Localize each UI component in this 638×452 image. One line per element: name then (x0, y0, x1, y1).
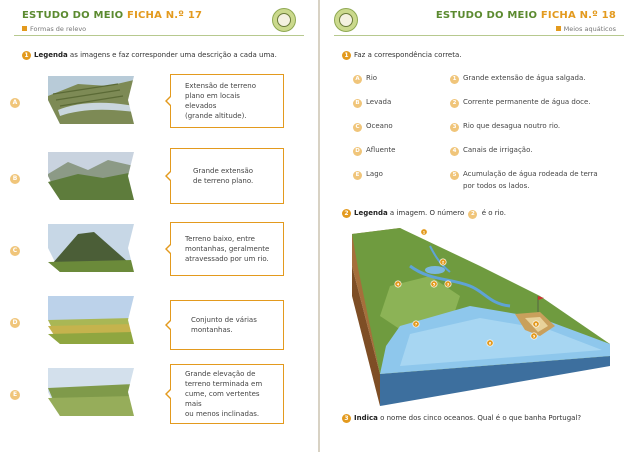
image-letter-e: E (10, 390, 20, 400)
right-q1-instruction: 1 Faz a correspondência correta. (342, 51, 462, 60)
definition-1: 1 Grande extensão de água salgada. (450, 72, 610, 84)
term-levada: B Levada (353, 98, 391, 108)
definition-2: 2 Corrente permanente de água doce. (450, 96, 610, 108)
left-header-title: ESTUDO DO MEIO FICHA N.º 17 (22, 10, 203, 21)
definition-4: 4 Canais de irrigação. (450, 144, 610, 156)
photo-a-vineyard-valley (48, 76, 134, 124)
term-lago: E Lago (353, 170, 383, 180)
right-q2-instruction: 2 Legenda a imagem. O número 2 é o rio. (342, 209, 506, 219)
left-header-subtitle: Formas de relevo (22, 25, 86, 33)
photo-e-plateau (48, 368, 134, 416)
marker-label-4: 4 (396, 282, 400, 287)
description-box-5: Grande elevação de terreno terminada em cume, com vertentes mais ou menos inclinadas. (170, 364, 284, 424)
marker-label-2: 2 (441, 260, 445, 265)
marker-label-8: 8 (534, 322, 538, 327)
photo-d-plain-fields (48, 296, 134, 344)
photo-c-volcano-mountain (48, 224, 134, 272)
marker-label-7: 7 (414, 322, 418, 327)
definition-5: 5 Acumulação de água rodeada de terra por todos os lados. (450, 168, 610, 192)
page-gutter (318, 0, 320, 452)
image-letter-d: D (10, 318, 20, 328)
photo-b-mountain-range (48, 152, 134, 200)
marker-label-5: 5 (432, 282, 436, 287)
definition-3: 3 Rio que desagua noutro rio. (450, 120, 610, 132)
right-q3-instruction: 3 Indica o nome dos cinco oceanos. Qual é o que banha Portugal? (342, 414, 581, 423)
term-oceano: C Oceano (353, 122, 393, 132)
right-header-subtitle: Meios aquáticos (556, 25, 616, 33)
description-box-1: Extensão de terreno plano em locais elevados (grande altitude). (170, 74, 284, 128)
description-box-4: Conjunto de várias montanhas. (170, 300, 284, 350)
compass-badge-icon (272, 8, 296, 32)
image-letter-a: A (10, 98, 20, 108)
marker-label-3: 3 (446, 282, 450, 287)
compass-badge-icon-right (334, 8, 358, 32)
left-q1-instruction: 1 Legenda as imagens e faz corresponder uma descrição a cada uma. (22, 51, 277, 60)
right-header-title: ESTUDO DO MEIO FICHA N.º 18 (435, 10, 616, 21)
image-letter-c: C (10, 246, 20, 256)
right-header-rule (334, 35, 624, 36)
marker-label-6: 6 (488, 341, 492, 346)
landscape-block-diagram (340, 226, 618, 406)
image-letter-b: B (10, 174, 20, 184)
description-box-2: Grande extensão de terreno plano. (170, 148, 284, 204)
description-box-3: Terreno baixo, entre montanhas, geralmente atravessado por um rio. (170, 222, 284, 276)
term-afluente: D Afluente (353, 146, 395, 156)
marker-label-1: 1 (422, 230, 426, 235)
marker-label-9: 9 (532, 334, 536, 339)
term-rio: A Rio (353, 74, 377, 84)
left-header-rule (14, 35, 304, 36)
